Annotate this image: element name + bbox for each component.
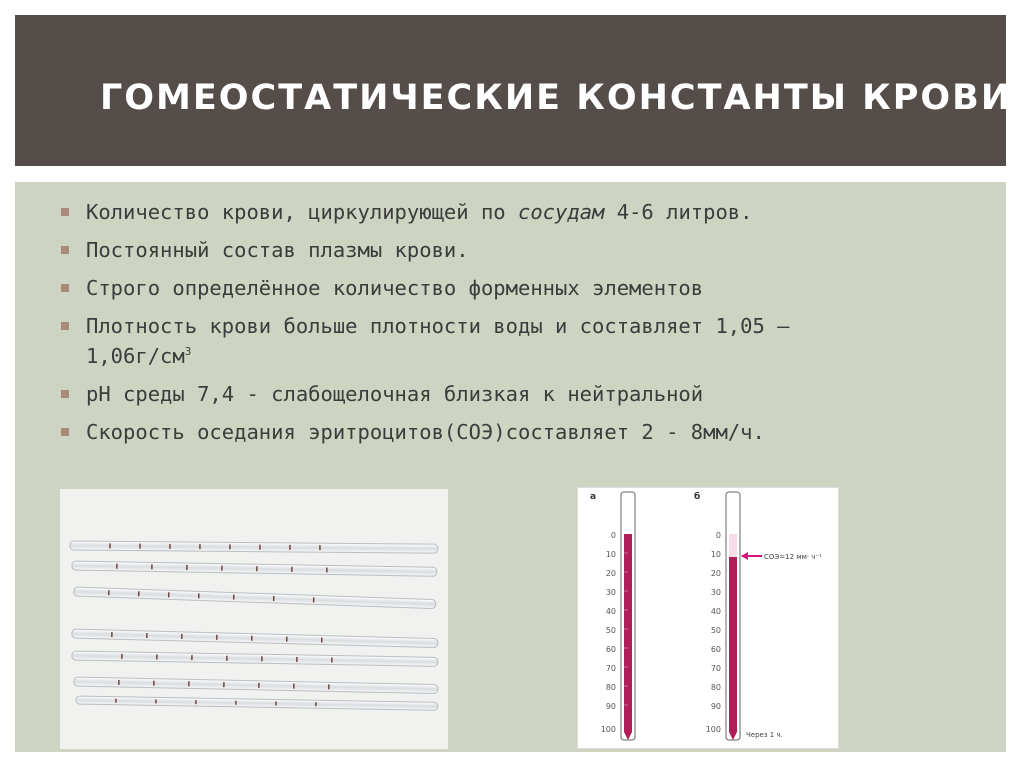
bullet-item-formed-elements	[58, 275, 988, 301]
slide-title: ГОМЕОСТАТИЧЕСКИЕ КОНСТАНТЫ КРОВИ	[100, 78, 1013, 118]
scale-a-tick: 0	[610, 531, 616, 540]
bullet-text: 1,06г/см	[86, 343, 185, 368]
pipettes-photo	[60, 489, 448, 749]
bullet-marker	[61, 246, 69, 254]
scale-a-tick: 10	[605, 550, 616, 559]
bullet-marker	[61, 284, 69, 292]
scale-a-tick: 80	[605, 683, 616, 692]
tube-a	[621, 492, 635, 740]
bullet-item-ph	[58, 381, 988, 407]
scale-b-tick: 70	[710, 664, 721, 673]
tube-b	[726, 492, 740, 740]
scale-b-tick: 100	[705, 725, 721, 734]
after-1-hour-label: Через 1 ч.	[746, 731, 783, 739]
bullet-item-esr	[58, 419, 988, 445]
esr-annotation: СОЭ=12 мм· ч⁻¹	[764, 553, 822, 561]
bullet-item-plasma	[58, 237, 988, 263]
scale-b-tick: 60	[710, 645, 721, 654]
scale-a-tick: 30	[605, 588, 616, 597]
scale-b-tick: 0	[715, 531, 721, 540]
scale-a-tick: 70	[605, 664, 616, 673]
bullet-item-blood-volume	[58, 199, 988, 225]
bullet-marker	[61, 208, 69, 216]
scale-b-tick: 30	[710, 588, 721, 597]
scale-b-tick: 80	[710, 683, 721, 692]
pipettes-illustration	[60, 489, 448, 749]
bullet-text: Постоянный состав плазмы крови.	[86, 238, 469, 262]
bullet-text: pH среды 7,4 - слабощелочная близкая к нейтральной	[86, 381, 704, 406]
panel-b-label: б	[694, 492, 701, 502]
scale-a-tick: 20	[605, 569, 616, 578]
bullet-text: Количество крови, циркулирующей по	[86, 200, 518, 224]
bullet-text: 4-6 литров.	[604, 200, 753, 224]
bullet-text: Скорость оседания эритроцитов(СОЭ)составляет 2 - 8мм/ч.	[86, 419, 765, 444]
bullet-text: Плотность крови больше плотности воды и составляет 1,05 –	[86, 314, 790, 338]
bullet-marker	[61, 390, 69, 398]
scale-b-tick: 90	[710, 702, 721, 711]
scale-b-tick: 50	[710, 626, 721, 635]
scale-a-tick: 50	[605, 626, 616, 635]
esr-diagram	[577, 487, 839, 749]
bullet-marker	[61, 322, 69, 330]
scale-a-tick: 40	[605, 607, 616, 616]
superscript: 3	[184, 345, 192, 358]
esr-illustration	[578, 488, 838, 748]
scale-a-tick: 60	[605, 645, 616, 654]
bullet-marker	[61, 428, 69, 436]
scale-a-tick: 90	[605, 702, 616, 711]
scale-b-tick: 10	[710, 550, 721, 559]
bullet-text: Строго определённое количество форменных элементов	[86, 276, 704, 300]
panel-a-label: а	[590, 492, 597, 502]
scale-b-tick: 20	[710, 569, 721, 578]
bullet-item-density	[58, 313, 988, 369]
bullet-list	[58, 199, 988, 457]
bullet-text-italic: сосудам	[517, 200, 605, 224]
scale-a-tick: 100	[600, 725, 616, 734]
scale-b-tick: 40	[710, 607, 721, 616]
